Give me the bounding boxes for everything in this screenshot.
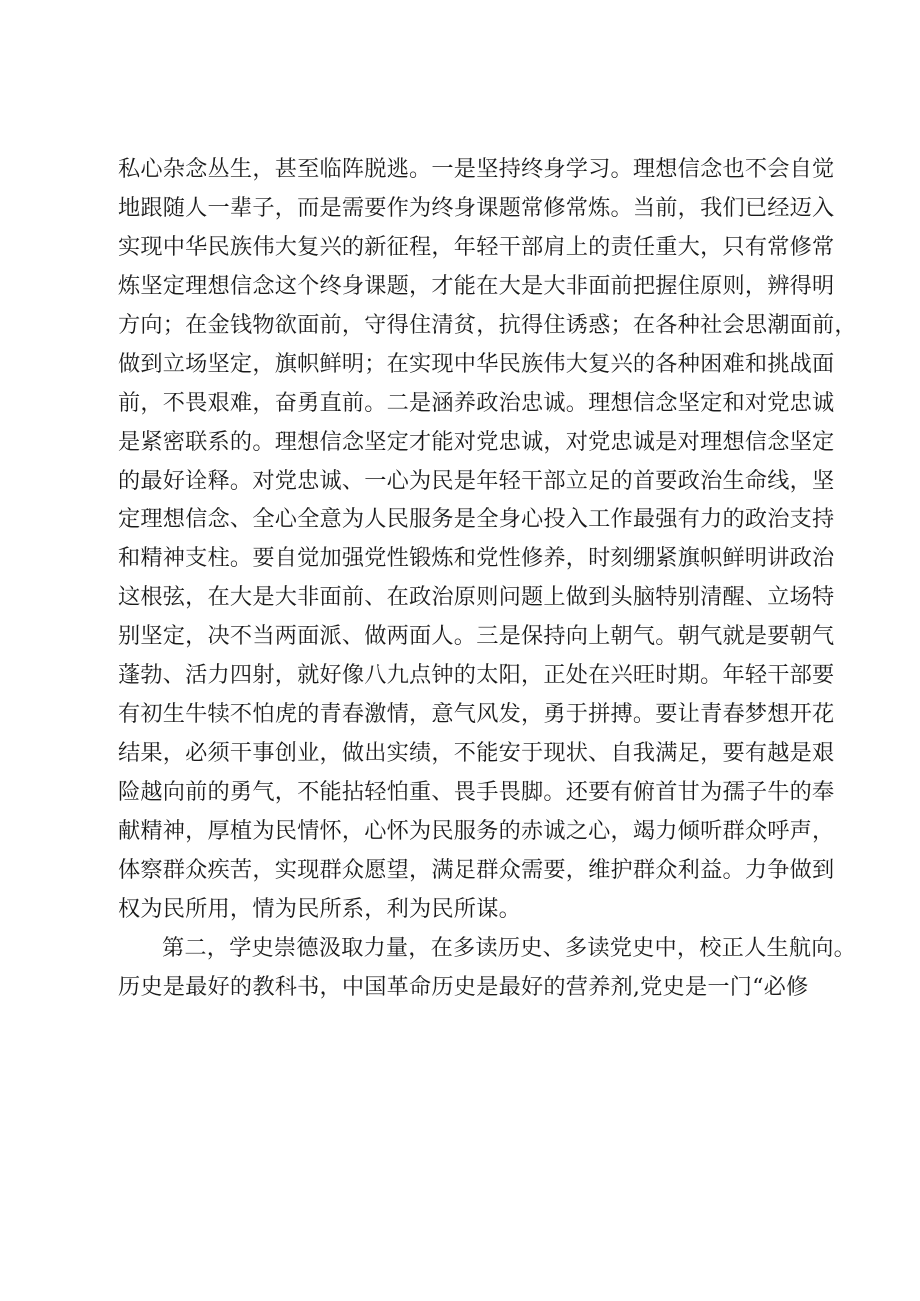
text-line: 炼坚定理想信念这个终身课题，才能在大是大非面前把握住原则，辨得明 [118, 272, 835, 299]
text-line: 地跟随人一辈子，而是需要作为终身课题常修常炼。当前，我们已经迈入 [118, 194, 835, 221]
text-line: 做到立场坚定，旗帜鲜明；在实现中华民族伟大复兴的各种困难和挑战面 [118, 350, 835, 377]
text-line: 历史是最好的教科书，中国革命历史是最好的营养剂,党史是一门“必修 [118, 973, 809, 1000]
body-text [118, 150, 857, 1007]
text-line: 私心杂念丛生，甚至临阵脱逃。一是坚持终身学习。理想信念也不会自觉 [118, 156, 835, 182]
text-line: 定理想信念、全心全意为人民服务是全身心投入工作最强有力的政治支持 [118, 506, 835, 533]
text-line-indented: 第二，学史崇德汲取力量，在多读历史、多读党史中，校正人生航向。 [162, 934, 857, 961]
text-line: 前，不畏艰难，奋勇直前。二是涵养政治忠诚。理想信念坚定和对党忠诚 [118, 389, 835, 416]
text-line: 别坚定，决不当两面派、做两面人。三是保持向上朝气。朝气就是要朝气 [118, 623, 835, 650]
text-line: 这根弦，在大是大非面前、在政治原则问题上做到头脑特别清醒、立场特 [118, 584, 835, 611]
text-line: 蓬勃、活力四射，就好像八九点钟的太阳，正处在兴旺时期。年轻干部要 [118, 662, 835, 689]
text-line: 方向；在金钱物欲面前，守得住清贫，抗得住诱惑；在各种社会思潮面前， [118, 311, 857, 338]
text-line: 险越向前的勇气，不能拈轻怕重、畏手畏脚。还要有俯首甘为孺子牛的奉 [118, 779, 835, 805]
text-line: 体察群众疾苦，实现群众愿望，满足群众需要，维护群众利益。力争做到 [118, 856, 835, 883]
text-line: 和精神支柱。要自觉加强党性锻炼和党性修养，时刻绷紧旗帜鲜明讲政治 [118, 545, 835, 572]
text-line: 结果，必须干事创业，做出实绩，不能安于现状、自我满足，要有越是艰 [118, 740, 835, 767]
text-line: 权为民所用，情为民所系，利为民所谋。 [118, 895, 521, 922]
paragraph-2 [118, 929, 857, 1007]
text-line: 的最好诠释。对党忠诚、一心为民是年轻干部立足的首要政治生命线，坚 [118, 467, 835, 494]
text-line: 是紧密联系的。理想信念坚定才能对党忠诚，对党忠诚是对理想信念坚定 [118, 428, 835, 455]
text-line: 献精神，厚植为民情怀，心怀为民服务的赤诚之心，竭力倾听群众呼声， [118, 817, 835, 844]
text-line: 有初生牛犊不怕虎的青春激情，意气风发，勇于拼搏。要让青春梦想开花 [118, 701, 835, 728]
text-line: 实现中华民族伟大复兴的新征程，年轻干部肩上的责任重大，只有常修常 [118, 233, 835, 260]
paragraph-1 [118, 150, 857, 929]
